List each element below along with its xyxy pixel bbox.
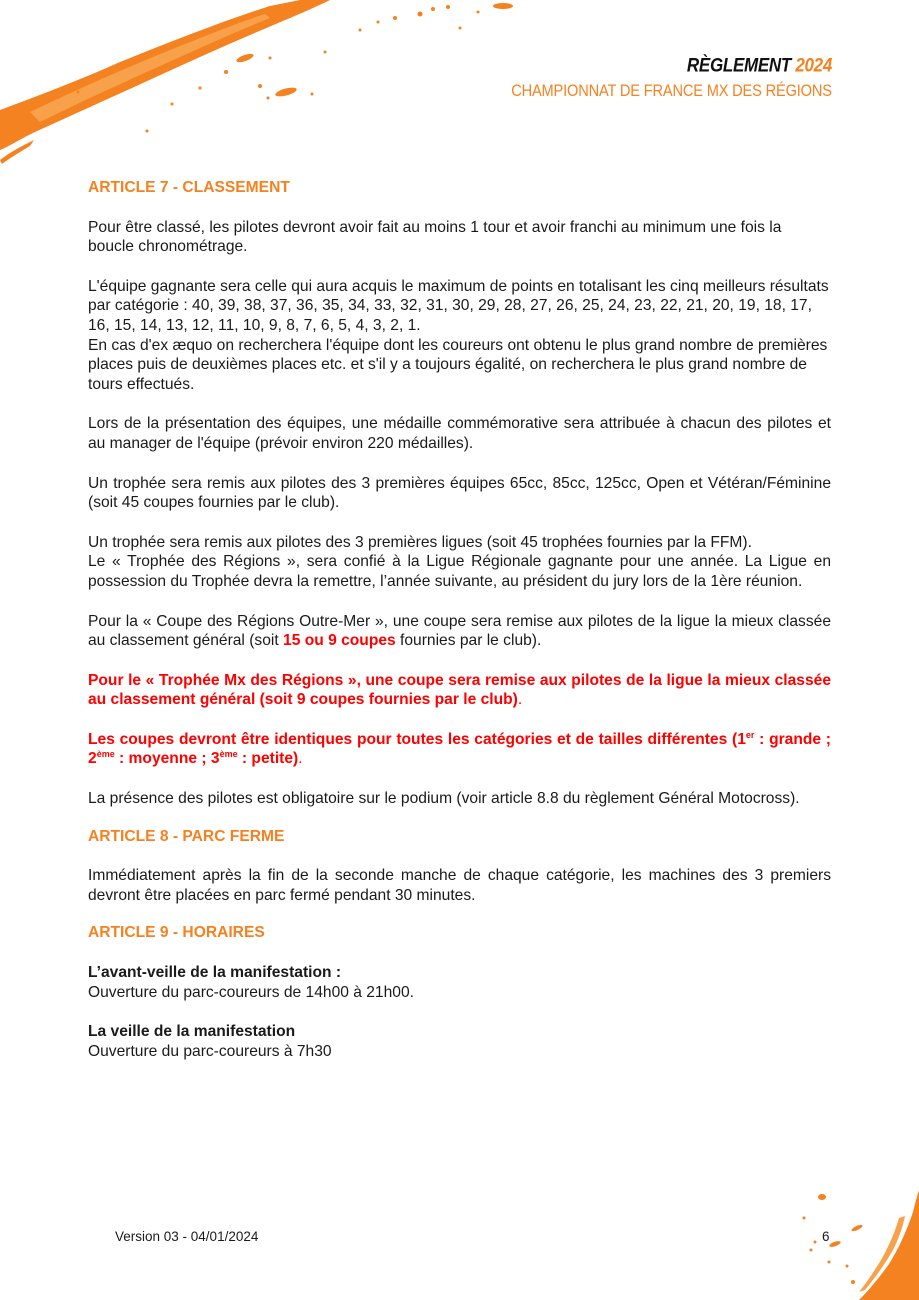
article-7-paragraph-3: En cas d'ex æquo on recherchera l'équipe dont les coureurs ont obtenu le plus grand nombre de premières places puis de deuxièmes places etc. et s'il y a toujours égalité, on recherchera le plus grand nombre de tours effectués. bbox=[88, 336, 828, 393]
header-year: 2024 bbox=[795, 54, 832, 77]
article-9-title: ARTICLE 9 - HORAIRES bbox=[88, 924, 265, 942]
orange-splash-graphic-bottom bbox=[749, 1190, 919, 1300]
article-7-paragraph-4: Lors de la présentation des équipes, une médaille commémorative sera attribuée à chacun des pilotes et au manager de l'équipe (prévoir environ 220 médailles). bbox=[88, 415, 831, 452]
article-9-section-2-text: Ouverture du parc-coureurs à 7h30 bbox=[88, 1042, 332, 1060]
article-7-paragraph-1: Pour être classé, les pilotes devront avoir fait au moins 1 tour et avoir franchi au minimum une fois la boucle chronométrage. bbox=[88, 218, 782, 256]
article-7-paragraph-11: La présence des pilotes est obligatoire sur le podium (voir article 8.8 du règlement Général Motocross). bbox=[88, 790, 800, 808]
header-title: RÈGLEMENT 2024 bbox=[686, 54, 832, 77]
header-subtitle: CHAMPIONNAT DE FRANCE MX DES RÉGIONS bbox=[511, 81, 832, 100]
document-body bbox=[88, 178, 831, 1061]
article-7-paragraph-2: L'équipe gagnante sera celle qui aura acquis le maximum de points en totalisant les cinq meilleurs résultats par catégorie : 40, 39, 38, 37, 36, 35, 34, 33, 32, 31, 30, 29, 28, 27, 26, 25, 24, 23, 22, 21, 20, 19, 18, 17, 16, 15, 14, 13, 12, 11, 10, 9, 8, 7, 6, 5, 4, 3, 2, 1. bbox=[88, 277, 829, 334]
article-9-section-2-heading: La veille de la manifestation bbox=[88, 1023, 296, 1041]
article-8-title: ARTICLE 8 - PARC FERME bbox=[88, 827, 285, 845]
article-8-paragraph-1: Immédiatement après la fin de la seconde manche de chaque catégorie, les machines des 3 premiers devront être placées en parc fermé pendant 30 minutes. bbox=[88, 867, 831, 904]
article-9-section-1-text: Ouverture du parc-coureurs de 14h00 à 21h00. bbox=[88, 983, 414, 1001]
article-7-paragraph-8: Pour la « Coupe des Régions Outre-Mer », une coupe sera remise aux pilotes de la ligue la mieux classée au classement général (soit 15 ou 9 coupes fournies par le club). bbox=[88, 612, 831, 650]
orange-splash-graphic bbox=[0, 0, 520, 170]
article-7-paragraph-9: Pour le « Trophée Mx des Régions », une coupe sera remise aux pilotes de la ligue la mieux classée au classement général (soit 9 coupes fournies par le club). bbox=[88, 671, 831, 709]
footer-version: Version 03 - 04/01/2024 bbox=[115, 1229, 259, 1244]
article-7-title: ARTICLE 7 - CLASSEMENT bbox=[88, 179, 290, 196]
coupes-highlight: 15 ou 9 coupes bbox=[283, 632, 396, 650]
article-7-paragraph-5: Un trophée sera remis aux pilotes des 3 premières équipes 65cc, 85cc, 125cc, Open et Vétéran/Féminine (soit 45 coupes fournies par le club). bbox=[88, 474, 831, 512]
article-7-paragraph-10: Les coupes devront être identiques pour toutes les catégories et de tailles différentes (1er : grande ; 2ème : moyenne ; 3ème : petite). bbox=[88, 729, 831, 768]
article-7-paragraph-6: Un trophée sera remis aux pilotes des 3 premières ligues (soit 45 trophées fournies par la FFM). bbox=[88, 533, 752, 551]
article-9-section-1-heading: L’avant-veille de la manifestation : bbox=[88, 964, 342, 982]
page-number: 6 bbox=[822, 1229, 830, 1244]
document-header bbox=[459, 54, 832, 100]
article-7-paragraph-7: Le « Trophée des Régions », sera confié à la Ligue Régionale gagnante pour une année. La Ligue en possession du Trophée devra la remettre, l’année suivante, au président du jury lors de la 1ère réunion. bbox=[88, 553, 831, 590]
